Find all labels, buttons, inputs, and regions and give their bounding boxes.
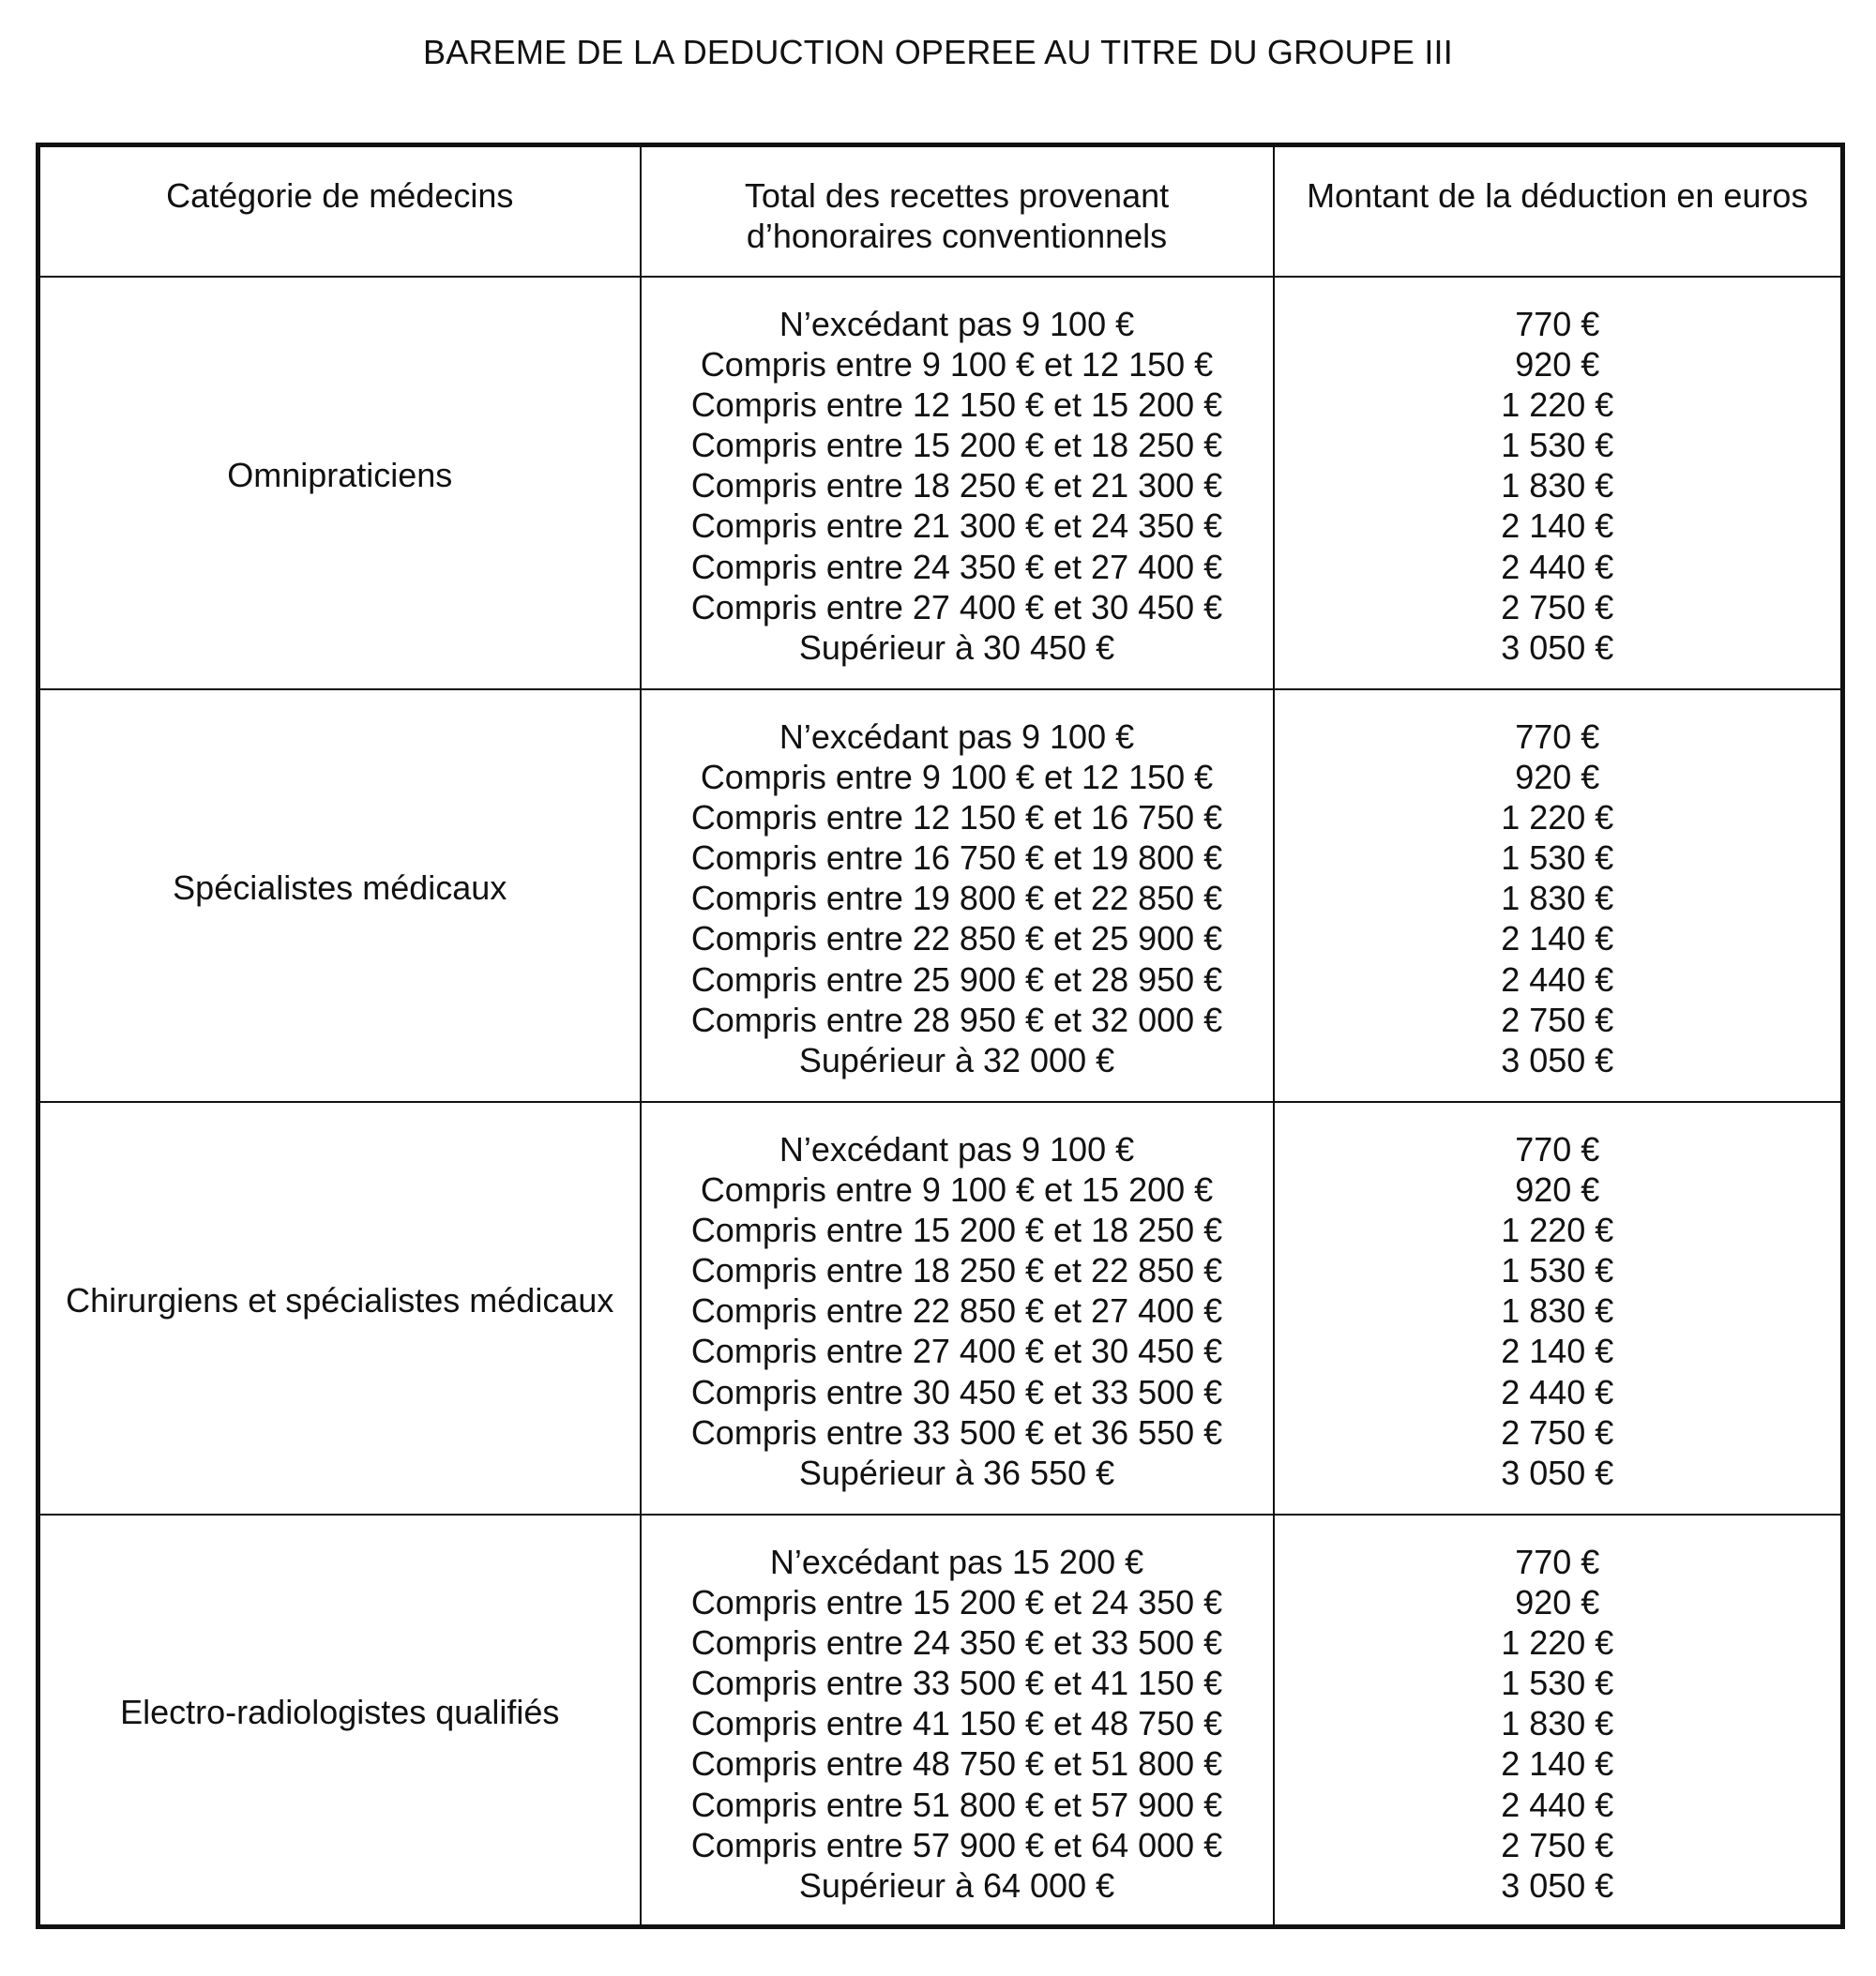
revenue-range-cell — [641, 689, 1274, 1102]
revenue-range: Compris entre 22 850 € et 25 900 € — [690, 919, 1223, 958]
deduction-amount: 1 530 € — [1501, 1251, 1614, 1290]
deduction-amount: 2 750 € — [1501, 1825, 1614, 1864]
revenue-range: Compris entre 41 150 € et 48 750 € — [690, 1704, 1223, 1743]
header-deduction-amount: Montant de la déduction en euros — [1274, 145, 1843, 277]
category-cell: Spécialistes médicaux — [38, 689, 641, 1102]
deduction-amount-cell — [1274, 277, 1843, 689]
revenue-range: Compris entre 27 400 € et 30 450 € — [690, 587, 1223, 626]
header-row — [38, 145, 1843, 277]
deduction-amount: 1 220 € — [1501, 1622, 1614, 1662]
deduction-amount: 770 € — [1515, 304, 1600, 343]
deduction-amount: 3 050 € — [1501, 628, 1614, 667]
revenue-range: Compris entre 24 350 € et 33 500 € — [690, 1622, 1223, 1662]
header-revenue-total-text: Total des recettes provenant d’honoraires conventionnels — [744, 176, 1170, 255]
revenue-range: Supérieur à 64 000 € — [798, 1866, 1115, 1905]
deduction-amount: 2 140 € — [1501, 919, 1614, 958]
revenue-range: Compris entre 9 100 € et 15 200 € — [700, 1169, 1214, 1209]
deduction-amount: 2 750 € — [1501, 587, 1614, 626]
revenue-range-cell — [641, 1515, 1274, 1927]
header-revenue-total — [641, 145, 1274, 277]
table-row-group — [38, 1515, 1843, 1927]
table-header — [38, 145, 1843, 277]
revenue-range: Compris entre 9 100 € et 12 150 € — [700, 757, 1214, 796]
table-row-group — [38, 1102, 1843, 1515]
category-cell: Chirurgiens et spécialistes médicaux — [38, 1102, 641, 1515]
revenue-range: Compris entre 33 500 € et 36 550 € — [690, 1412, 1223, 1452]
deduction-amount-cell — [1274, 1102, 1843, 1515]
deduction-amount: 1 830 € — [1501, 1704, 1614, 1743]
deduction-amount: 920 € — [1515, 1169, 1600, 1209]
revenue-range: N’excédant pas 9 100 € — [779, 1129, 1135, 1169]
revenue-range: Compris entre 12 150 € et 16 750 € — [690, 797, 1223, 837]
category-cell: Omnipraticiens — [38, 277, 641, 689]
revenue-range: Compris entre 15 200 € et 18 250 € — [690, 1210, 1223, 1249]
revenue-range: Compris entre 28 950 € et 32 000 € — [690, 1000, 1223, 1039]
deduction-amount: 1 530 € — [1501, 838, 1614, 878]
revenue-range: N’excédant pas 9 100 € — [779, 304, 1135, 343]
table-row-group — [38, 689, 1843, 1102]
deduction-amount: 1 830 € — [1501, 1291, 1614, 1331]
deduction-amount: 920 € — [1515, 344, 1600, 384]
deduction-table — [36, 143, 1845, 1929]
deduction-amount: 1 830 € — [1501, 879, 1614, 918]
deduction-amount: 1 830 € — [1501, 466, 1614, 505]
deduction-amount: 3 050 € — [1501, 1866, 1614, 1905]
deduction-amount: 770 € — [1515, 1542, 1600, 1581]
revenue-range: N’excédant pas 9 100 € — [779, 716, 1135, 756]
deduction-amount: 2 750 € — [1501, 1412, 1614, 1452]
deduction-amount: 770 € — [1515, 1129, 1600, 1169]
deduction-amount: 2 750 € — [1501, 1000, 1614, 1039]
deduction-amount: 920 € — [1515, 1582, 1600, 1622]
revenue-range: Compris entre 16 750 € et 19 800 € — [690, 838, 1223, 878]
header-category: Catégorie de médecins — [38, 145, 641, 277]
revenue-range: Compris entre 48 750 € et 51 800 € — [690, 1744, 1223, 1784]
revenue-range: Compris entre 21 300 € et 24 350 € — [690, 506, 1223, 546]
deduction-amount: 2 440 € — [1501, 1372, 1614, 1411]
revenue-range: Compris entre 27 400 € et 30 450 € — [690, 1332, 1223, 1371]
revenue-range: Compris entre 22 850 € et 27 400 € — [690, 1291, 1223, 1331]
revenue-range: Compris entre 15 200 € et 24 350 € — [690, 1582, 1223, 1622]
deduction-amount: 2 440 € — [1501, 959, 1614, 999]
deduction-amount: 1 530 € — [1501, 1664, 1614, 1703]
deduction-amount: 2 140 € — [1501, 1744, 1614, 1784]
revenue-range: Compris entre 51 800 € et 57 900 € — [690, 1785, 1223, 1824]
revenue-range: Compris entre 18 250 € et 21 300 € — [690, 466, 1223, 505]
revenue-range: Supérieur à 32 000 € — [798, 1041, 1115, 1079]
deduction-amount: 1 220 € — [1501, 1210, 1614, 1249]
deduction-amount: 3 050 € — [1501, 1454, 1614, 1492]
deduction-amount: 2 440 € — [1501, 547, 1614, 586]
revenue-range: N’excédant pas 15 200 € — [769, 1542, 1144, 1581]
document-title: BAREME DE LA DEDUCTION OPEREE AU TITRE DU GROUPE III — [423, 33, 1453, 71]
revenue-range: Compris entre 15 200 € et 18 250 € — [690, 426, 1223, 465]
deduction-amount-cell — [1274, 1515, 1843, 1927]
category-cell: Electro-radiologistes qualifiés — [38, 1515, 641, 1927]
deduction-amount: 770 € — [1515, 716, 1600, 756]
revenue-range: Compris entre 19 800 € et 22 850 € — [690, 879, 1223, 918]
revenue-range: Compris entre 33 500 € et 41 150 € — [690, 1664, 1223, 1703]
deduction-amount: 1 530 € — [1501, 426, 1614, 465]
deduction-amount: 2 140 € — [1501, 506, 1614, 546]
revenue-range: Supérieur à 36 550 € — [798, 1454, 1115, 1492]
revenue-range: Compris entre 18 250 € et 22 850 € — [690, 1251, 1223, 1290]
deduction-amount-cell — [1274, 689, 1843, 1102]
revenue-range: Compris entre 24 350 € et 27 400 € — [690, 547, 1223, 586]
deduction-amount: 3 050 € — [1501, 1041, 1614, 1079]
table-body — [38, 277, 1843, 1927]
deduction-amount: 1 220 € — [1501, 385, 1614, 424]
revenue-range: Compris entre 30 450 € et 33 500 € — [690, 1372, 1223, 1411]
deduction-amount: 920 € — [1515, 757, 1600, 796]
revenue-range: Compris entre 57 900 € et 64 000 € — [690, 1825, 1223, 1864]
revenue-range: Compris entre 25 900 € et 28 950 € — [690, 959, 1223, 999]
revenue-range: Supérieur à 30 450 € — [798, 628, 1115, 667]
revenue-range-cell — [641, 277, 1274, 689]
revenue-range: Compris entre 9 100 € et 12 150 € — [700, 344, 1214, 384]
deduction-amount: 2 140 € — [1501, 1332, 1614, 1371]
table-row-group — [38, 277, 1843, 689]
deduction-amount: 2 440 € — [1501, 1785, 1614, 1824]
revenue-range-cell — [641, 1102, 1274, 1515]
revenue-range: Compris entre 12 150 € et 15 200 € — [690, 385, 1223, 424]
deduction-amount: 1 220 € — [1501, 797, 1614, 837]
